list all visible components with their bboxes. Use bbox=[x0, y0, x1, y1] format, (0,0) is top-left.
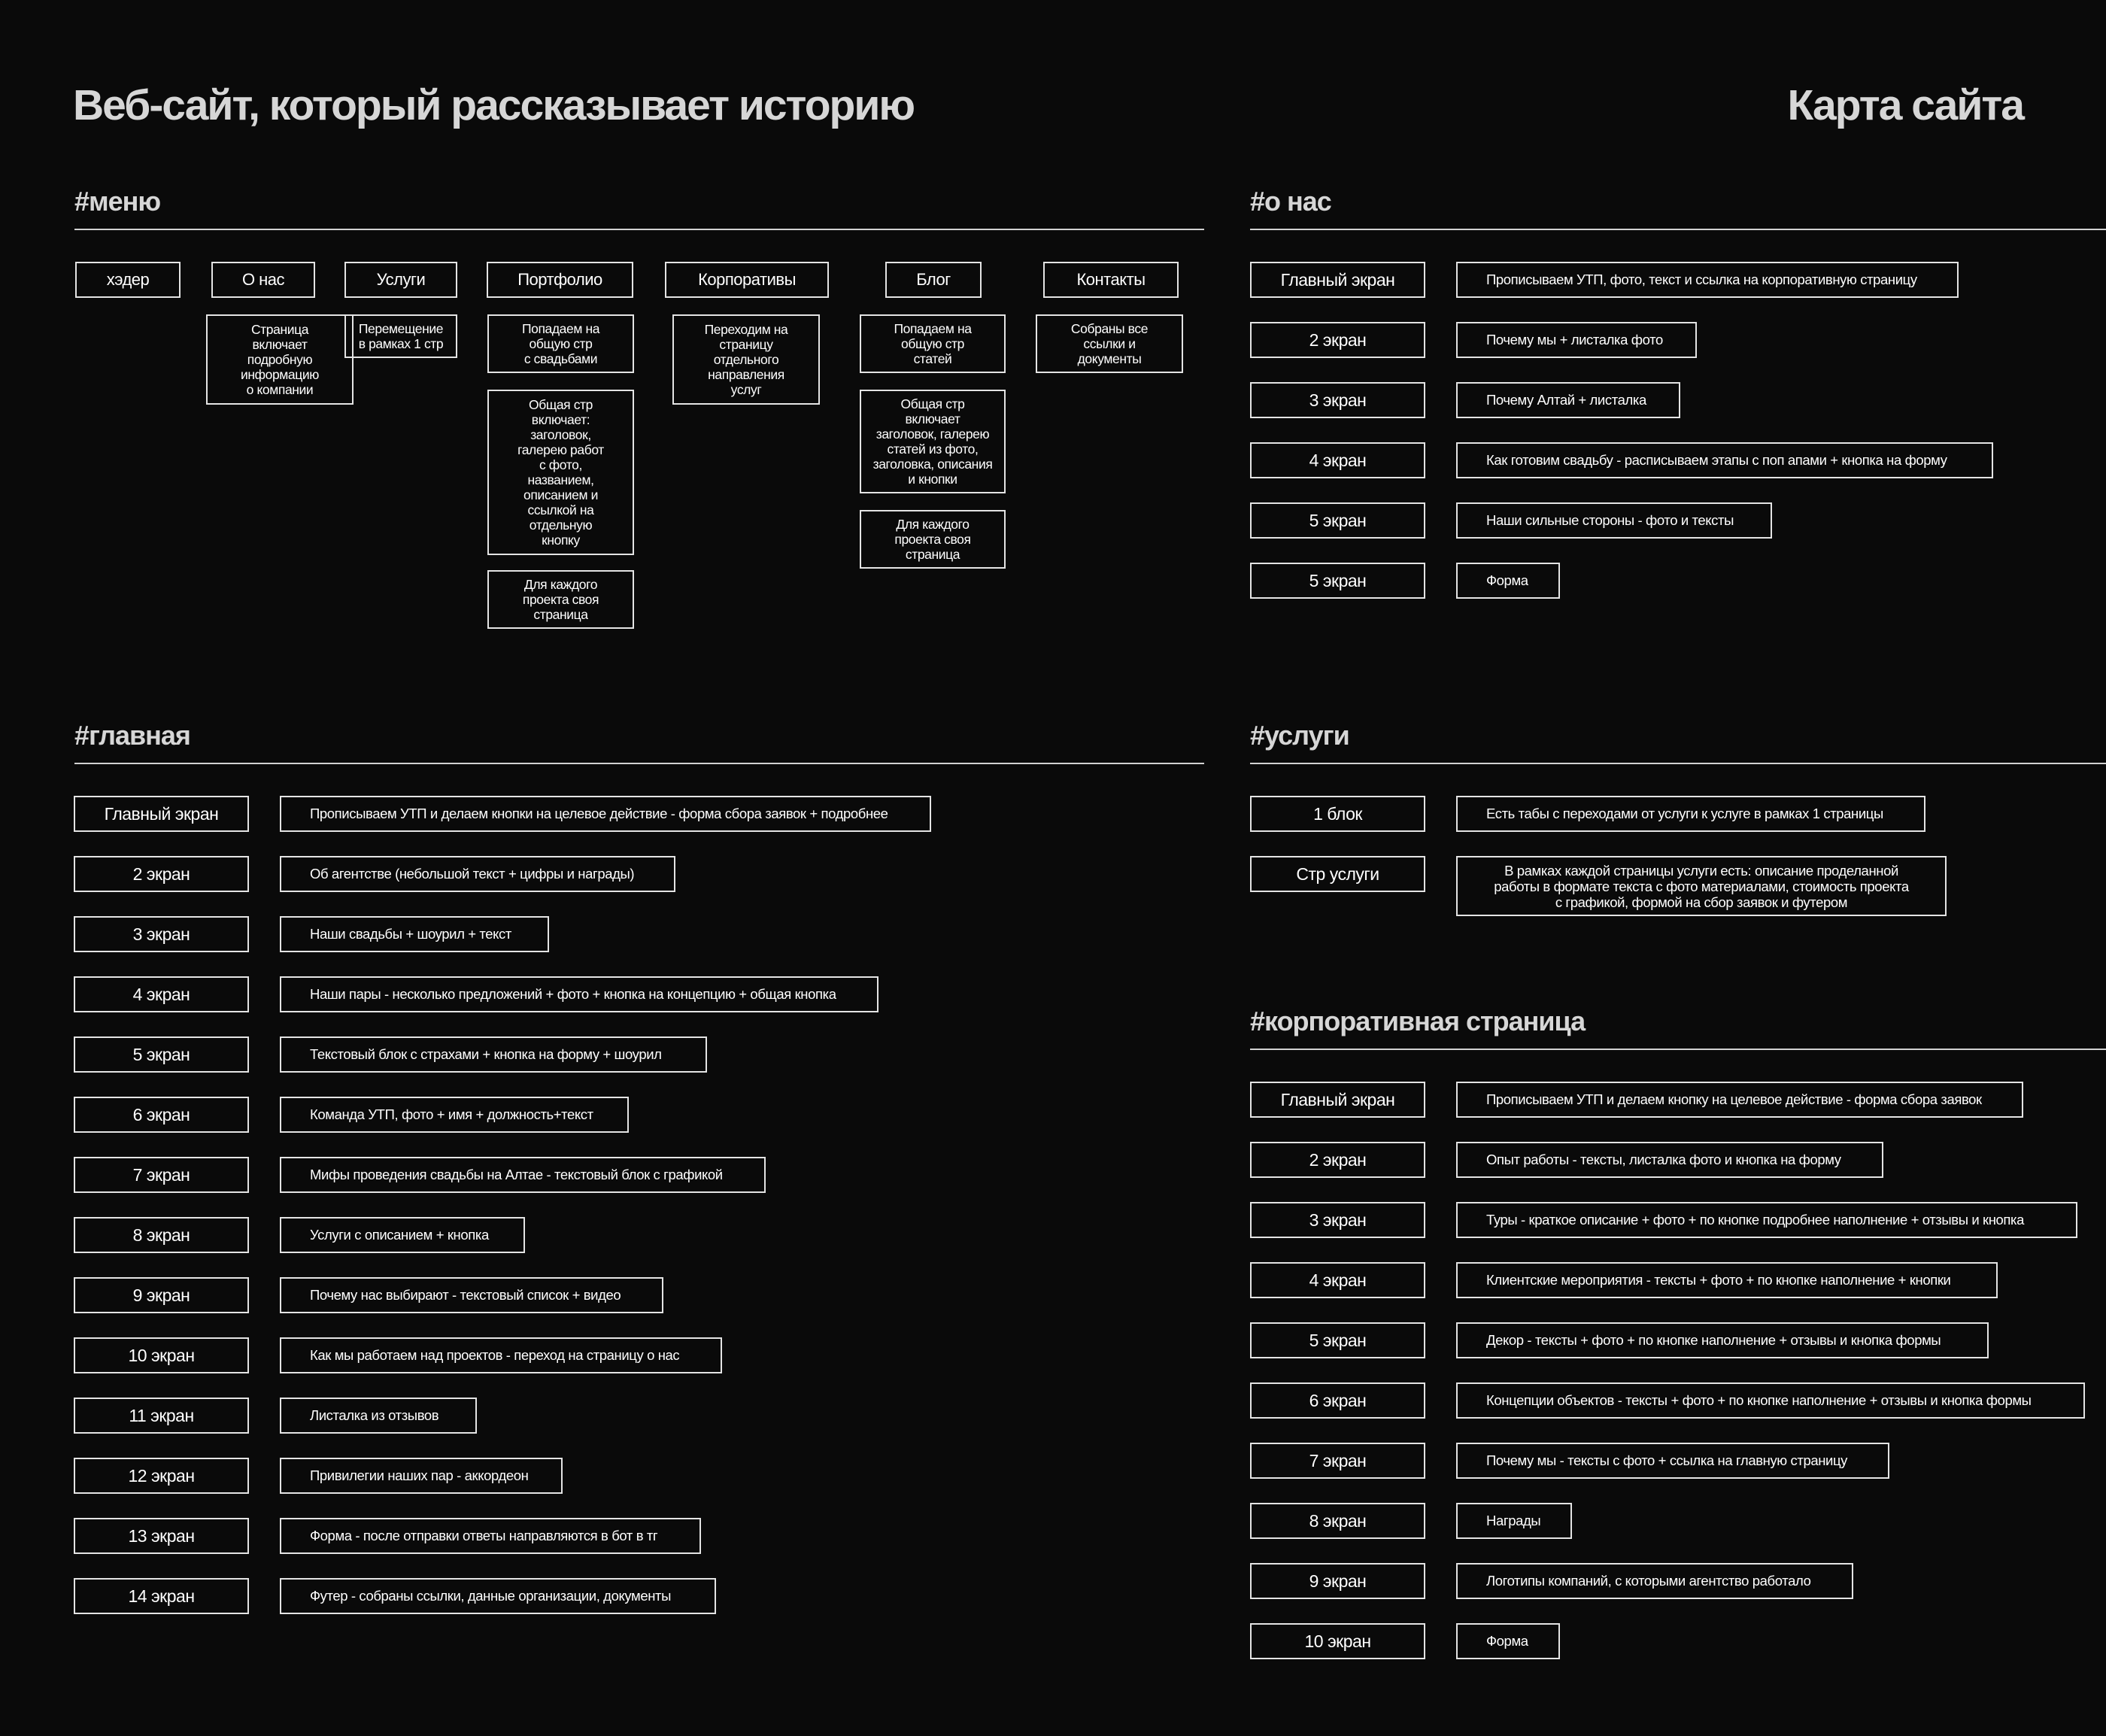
corp-label-8: 9 экран bbox=[1250, 1563, 1425, 1599]
corp-text-6: Почему мы - тексты с фото + ссылка на главную страницу bbox=[1456, 1443, 1889, 1479]
about-label-0: Главный экран bbox=[1250, 262, 1425, 298]
corp-text-7: Награды bbox=[1456, 1503, 1572, 1539]
menu-note-6-0: Собраны все ссылки и документы bbox=[1036, 314, 1183, 373]
corp-label-5: 6 экран bbox=[1250, 1382, 1425, 1419]
main-label-8: 9 экран bbox=[74, 1277, 249, 1313]
about-label-1: 2 экран bbox=[1250, 322, 1425, 358]
corp-label-3: 4 экран bbox=[1250, 1262, 1425, 1298]
main-label-4: 5 экран bbox=[74, 1036, 249, 1073]
menu-item-6: Контакты bbox=[1043, 262, 1179, 298]
about-text-4: Наши сильные стороны - фото и тексты bbox=[1456, 502, 1772, 539]
menu-item-1: О нас bbox=[211, 262, 315, 298]
about-text-0: Прописываем УТП, фото, текст и ссылка на корпоративную страницу bbox=[1456, 262, 1959, 298]
services-label-0: 1 блок bbox=[1250, 796, 1425, 832]
main-text-8: Почему нас выбирают - текстовый список + видео bbox=[280, 1277, 663, 1313]
corp-label-2: 3 экран bbox=[1250, 1202, 1425, 1238]
main-text-7: Услуги с описанием + кнопка bbox=[280, 1217, 525, 1253]
main-label-12: 13 экран bbox=[74, 1518, 249, 1554]
corp-label-1: 2 экран bbox=[1250, 1142, 1425, 1178]
services-label-1: Стр услуги bbox=[1250, 856, 1425, 892]
about-label-5: 5 экран bbox=[1250, 563, 1425, 599]
menu-note-4-0: Переходим на страницу отдельного направления услуг bbox=[672, 314, 820, 405]
menu-note-3-1: Общая стр включает: заголовок, галерею работ с фото, названием, описанием и ссылкой на отдельную кнопку bbox=[487, 390, 634, 555]
menu-note-5-0: Попадаем на общую стр статей bbox=[860, 314, 1006, 373]
corp-label-4: 5 экран bbox=[1250, 1322, 1425, 1358]
corp-label-0: Главный экран bbox=[1250, 1082, 1425, 1118]
about-label-3: 4 экран bbox=[1250, 442, 1425, 478]
about-heading: #о нас bbox=[1250, 185, 2106, 230]
main-text-3: Наши пары - несколько предложений + фото + кнопка на концепцию + общая кнопка bbox=[280, 976, 879, 1012]
about-label-2: 3 экран bbox=[1250, 382, 1425, 418]
about-label-4: 5 экран bbox=[1250, 502, 1425, 539]
about-text-1: Почему мы + листалка фото bbox=[1456, 322, 1697, 358]
corp-text-1: Опыт работы - тексты, листалка фото и кнопка на форму bbox=[1456, 1142, 1883, 1178]
main-text-4: Текстовый блок с страхами + кнопка на форму + шоурил bbox=[280, 1036, 707, 1073]
menu-note-1-0: Страница включает подробную информацию о компании bbox=[206, 314, 354, 405]
corporate-heading: #корпоративная страница bbox=[1250, 1005, 2106, 1050]
main-label-6: 7 экран bbox=[74, 1157, 249, 1193]
corp-text-2: Туры - краткое описание + фото + по кнопке подробнее наполнение + отзывы и кнопка bbox=[1456, 1202, 2077, 1238]
corp-text-3: Клиентские мероприятия - тексты + фото + по кнопке наполнение + кнопки bbox=[1456, 1262, 1998, 1298]
corp-label-7: 8 экран bbox=[1250, 1503, 1425, 1539]
menu-item-0: хэдер bbox=[75, 262, 181, 298]
main-label-13: 14 экран bbox=[74, 1578, 249, 1614]
corp-label-9: 10 экран bbox=[1250, 1623, 1425, 1659]
menu-note-3-0: Попадаем на общую стр с свадьбами bbox=[487, 314, 634, 373]
menu-item-2: Услуги bbox=[344, 262, 457, 298]
about-text-5: Форма bbox=[1456, 563, 1560, 599]
main-label-9: 10 экран bbox=[74, 1337, 249, 1373]
main-label-2: 3 экран bbox=[74, 916, 249, 952]
main-label-0: Главный экран bbox=[74, 796, 249, 832]
main-label-7: 8 экран bbox=[74, 1217, 249, 1253]
menu-note-5-2: Для каждого проекта своя страница bbox=[860, 510, 1006, 569]
main-label-5: 6 экран bbox=[74, 1097, 249, 1133]
main-text-2: Наши свадьбы + шоурил + текст bbox=[280, 916, 549, 952]
main-text-0: Прописываем УТП и делаем кнопки на целевое действие - форма сбора заявок + подробнее bbox=[280, 796, 931, 832]
main-text-13: Футер - собраны ссылки, данные организации, документы bbox=[280, 1578, 716, 1614]
menu-heading: #меню bbox=[74, 185, 1204, 230]
about-text-2: Почему Алтай + листалка bbox=[1456, 382, 1680, 418]
main-label-3: 4 экран bbox=[74, 976, 249, 1012]
menu-item-5: Блог bbox=[885, 262, 982, 298]
about-text-3: Как готовим свадьбу - расписываем этапы с поп апами + кнопка на форму bbox=[1456, 442, 1993, 478]
corp-label-6: 7 экран bbox=[1250, 1443, 1425, 1479]
main-text-9: Как мы работаем над проектов - переход на страницу о нас bbox=[280, 1337, 722, 1373]
menu-item-4: Корпоративы bbox=[665, 262, 829, 298]
main-label-1: 2 экран bbox=[74, 856, 249, 892]
main-text-5: Команда УТП, фото + имя + должность+текст bbox=[280, 1097, 629, 1133]
main-text-1: Об агентстве (небольшой текст + цифры и награды) bbox=[280, 856, 675, 892]
menu-item-3: Портфолио bbox=[487, 262, 633, 298]
services-text-0: Есть табы с переходами от услуги к услуге в рамках 1 страницы bbox=[1456, 796, 1925, 832]
corp-text-9: Форма bbox=[1456, 1623, 1560, 1659]
services-heading: #услуги bbox=[1250, 719, 2106, 764]
menu-note-2-0: Перемещение в рамках 1 стр bbox=[344, 314, 457, 358]
services-text-1: В рамках каждой страницы услуги есть: описание проделанной работы в формате текста с фото материалами, стоимость проекта с графикой, формой на сбор заявок и футером bbox=[1456, 856, 1947, 916]
corp-text-8: Логотипы компаний, с которыми агентство работало bbox=[1456, 1563, 1853, 1599]
page-title: Веб-сайт, который рассказывает историю bbox=[73, 81, 915, 129]
corp-text-4: Декор - тексты + фото + по кнопке наполнение + отзывы и кнопка формы bbox=[1456, 1322, 1989, 1358]
main-text-10: Листалка из отзывов bbox=[280, 1398, 477, 1434]
menu-note-3-2: Для каждого проекта своя страница bbox=[487, 570, 634, 629]
main-label-11: 12 экран bbox=[74, 1458, 249, 1494]
corp-text-5: Концепции объектов - тексты + фото + по кнопке наполнение + отзывы и кнопка формы bbox=[1456, 1382, 2085, 1419]
menu-note-5-1: Общая стр включает заголовок, галерею статей из фото, заголовка, описания и кнопки bbox=[860, 390, 1006, 493]
main-heading: #главная bbox=[74, 719, 1204, 764]
page-subtitle: Карта сайта bbox=[1787, 81, 2023, 129]
main-text-11: Привилегии наших пар - аккордеон bbox=[280, 1458, 563, 1494]
main-text-12: Форма - после отправки ответы направляются в бот в тг bbox=[280, 1518, 701, 1554]
main-text-6: Мифы проведения свадьбы на Алтае - текстовый блок с графикой bbox=[280, 1157, 766, 1193]
main-label-10: 11 экран bbox=[74, 1398, 249, 1434]
corp-text-0: Прописываем УТП и делаем кнопку на целевое действие - форма сбора заявок bbox=[1456, 1082, 2023, 1118]
